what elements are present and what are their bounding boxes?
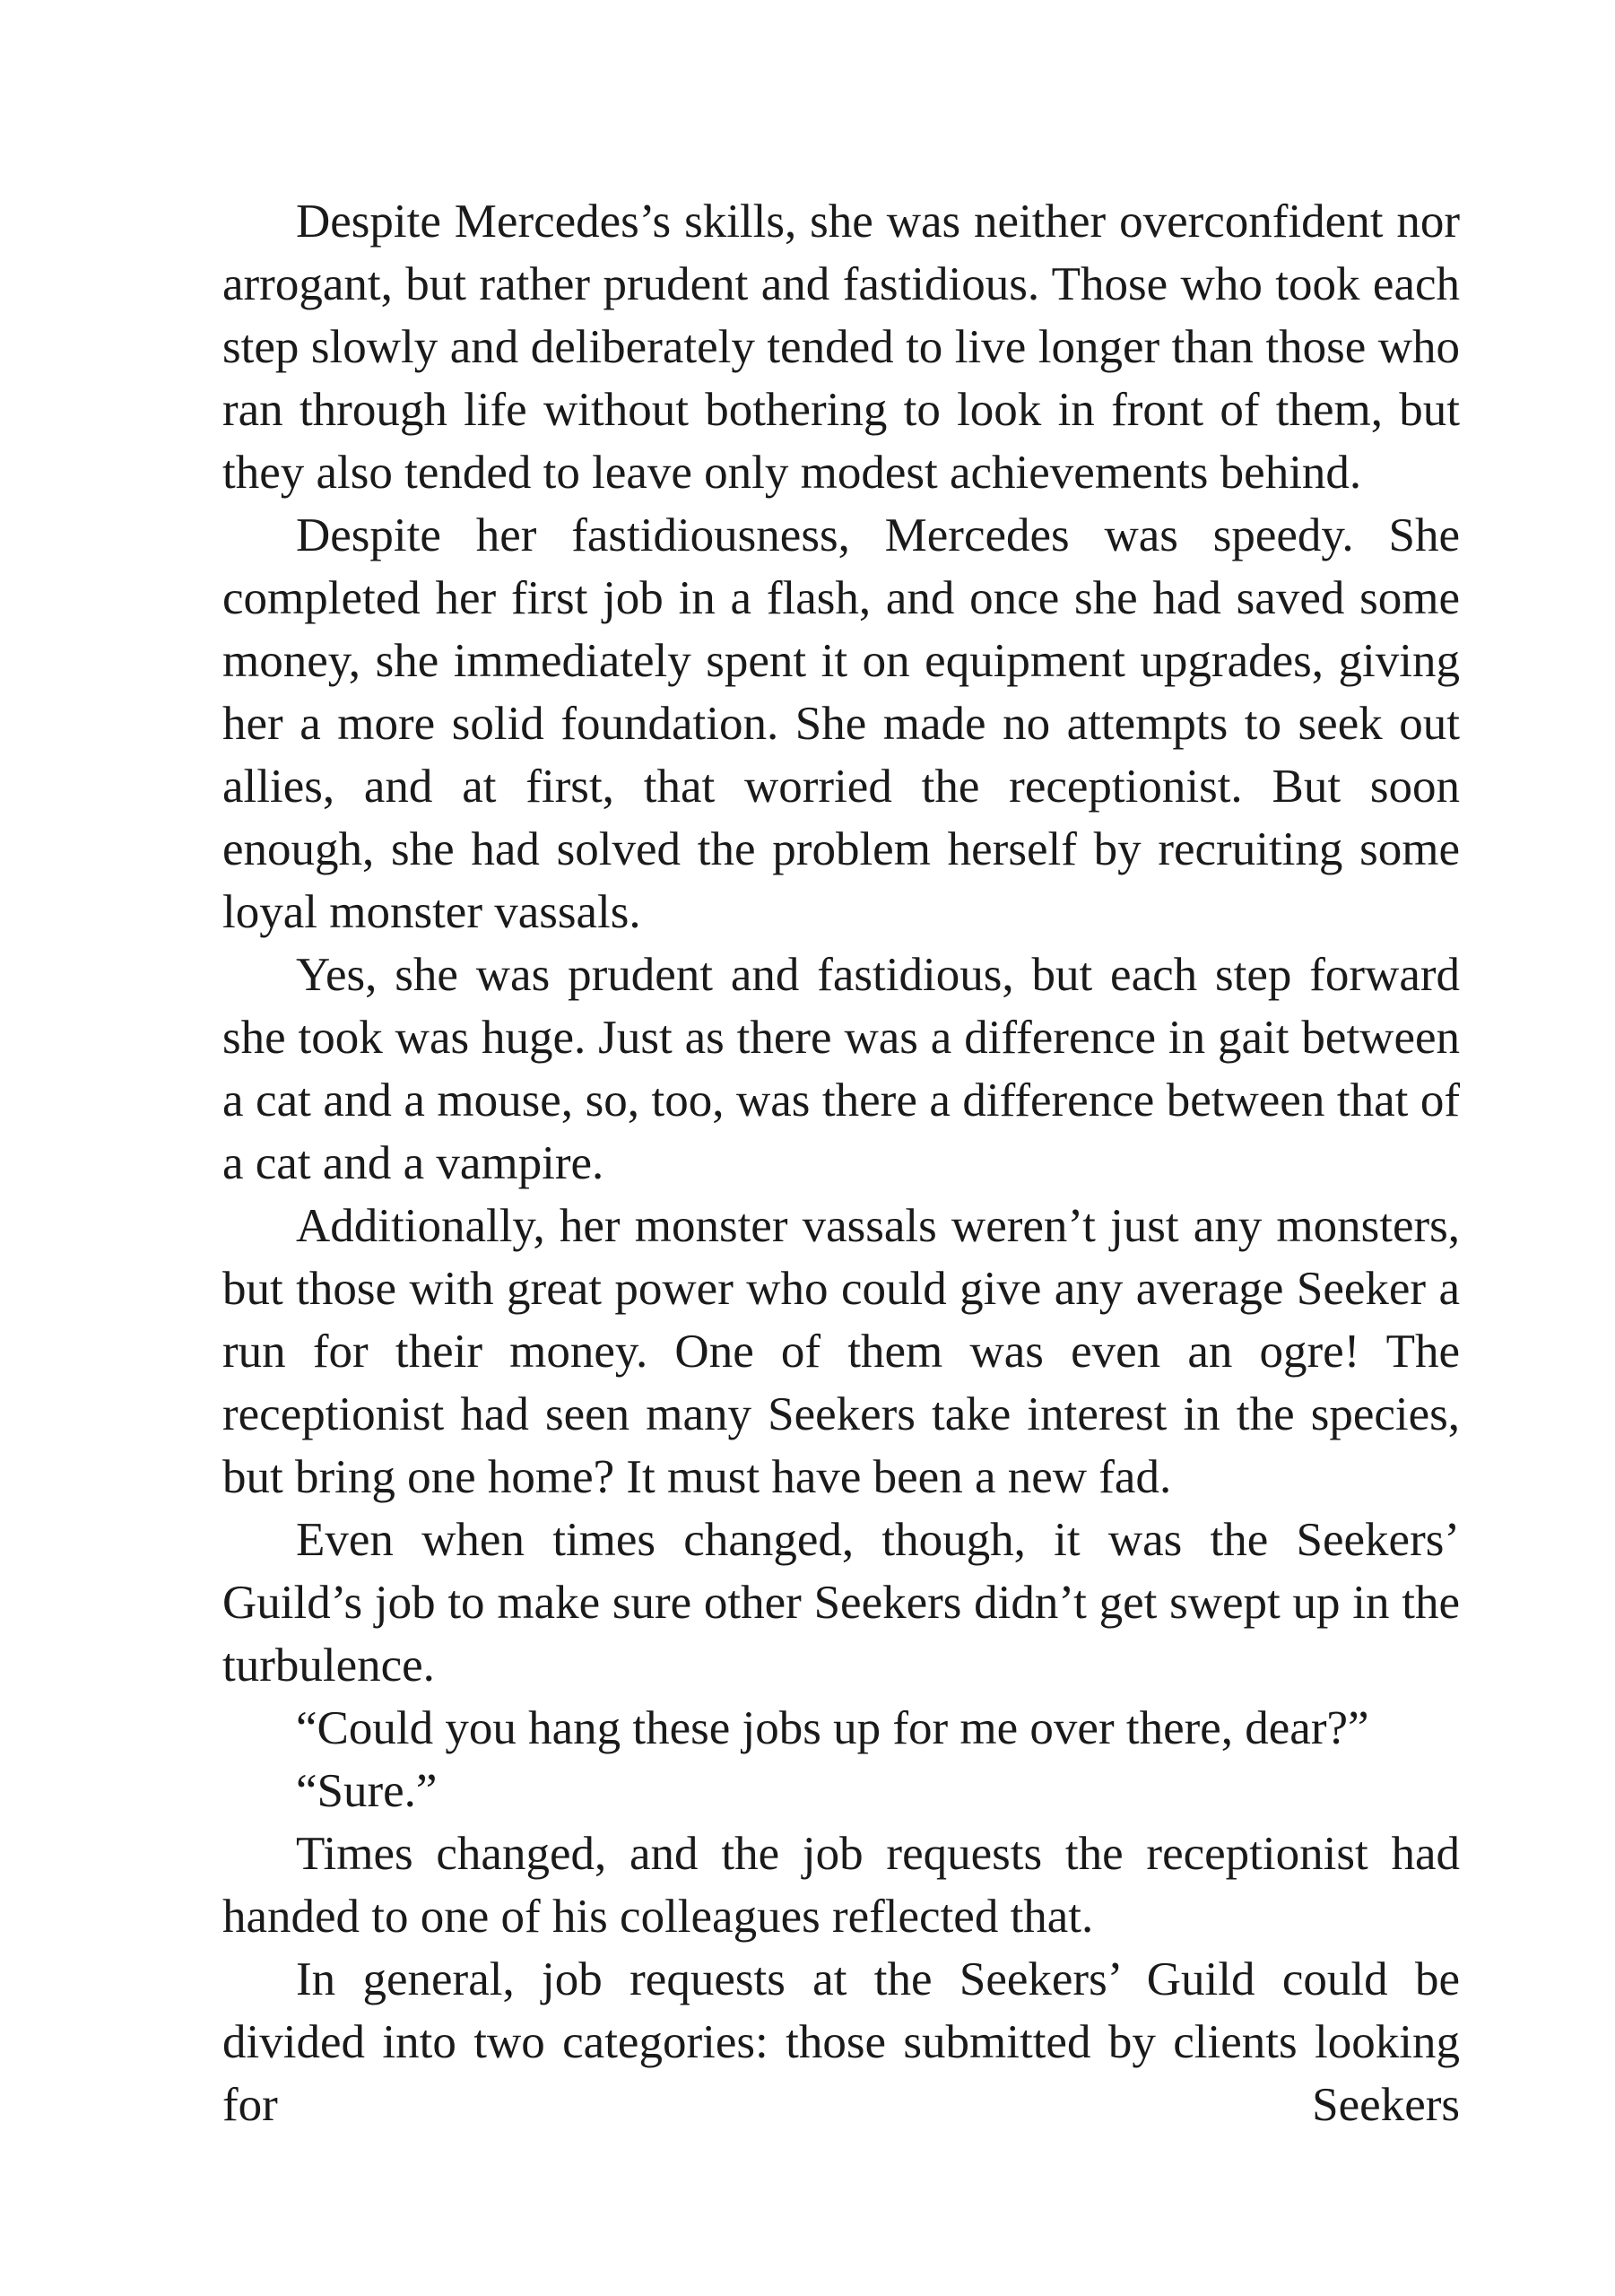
paragraph-4: Additionally, her monster vassals weren’t just any monsters, but those with great power who could give any average Seeker a run for their money. One of them was even an ogre! The receptionist had seen many Seekers take interest in the species, but bring one home? It must have been a new fad. — [222, 1200, 1460, 1503]
paragraph-5: Even when times changed, though, it was the Seekers’ Guild’s job to make sure other Seekers didn’t get swept up in the turbulence. — [222, 1514, 1460, 1692]
paragraph-3: Yes, she was prudent and fastidious, but each step forward she took was huge. Just as there was a difference in gait between a cat and a mouse, so, too, was there a difference between that of a cat and a vampire. — [222, 949, 1460, 1189]
dialogue-line-2: “Sure.” — [296, 1765, 438, 1817]
paragraph-1: Despite Mercedes’s skills, she was neither overconfident nor arrogant, but rather prudent and fastidious. Those who took each step slowly and deliberately tended to live longer than those who ran through life without bothering to look in front of them, but they also tended to leave only modest achievements behind. — [222, 196, 1460, 499]
paragraph-2: Despite her fastidiousness, Mercedes was speedy. She completed her first job in a flash, and once she had saved some money, she immediately spent it on equipment upgrades, giving her a more solid foundation. She made no attempts to seek out allies, and at first, that worried the receptionist. But soon enough, she had solved the problem herself by recruiting some loyal monster vassals. — [222, 509, 1460, 938]
dialogue-line-1: “Could you hang these jobs up for me over there, dear?” — [296, 1702, 1369, 1754]
paragraph-6: Times changed, and the job requests the receptionist had handed to one of his colleagues reflected that. — [222, 1828, 1460, 1943]
paragraph-7: In general, job requests at the Seekers’ Guild could be divided into two categories: those submitted by clients looking for Seekers — [222, 1953, 1460, 2131]
page-text — [222, 190, 1460, 2136]
